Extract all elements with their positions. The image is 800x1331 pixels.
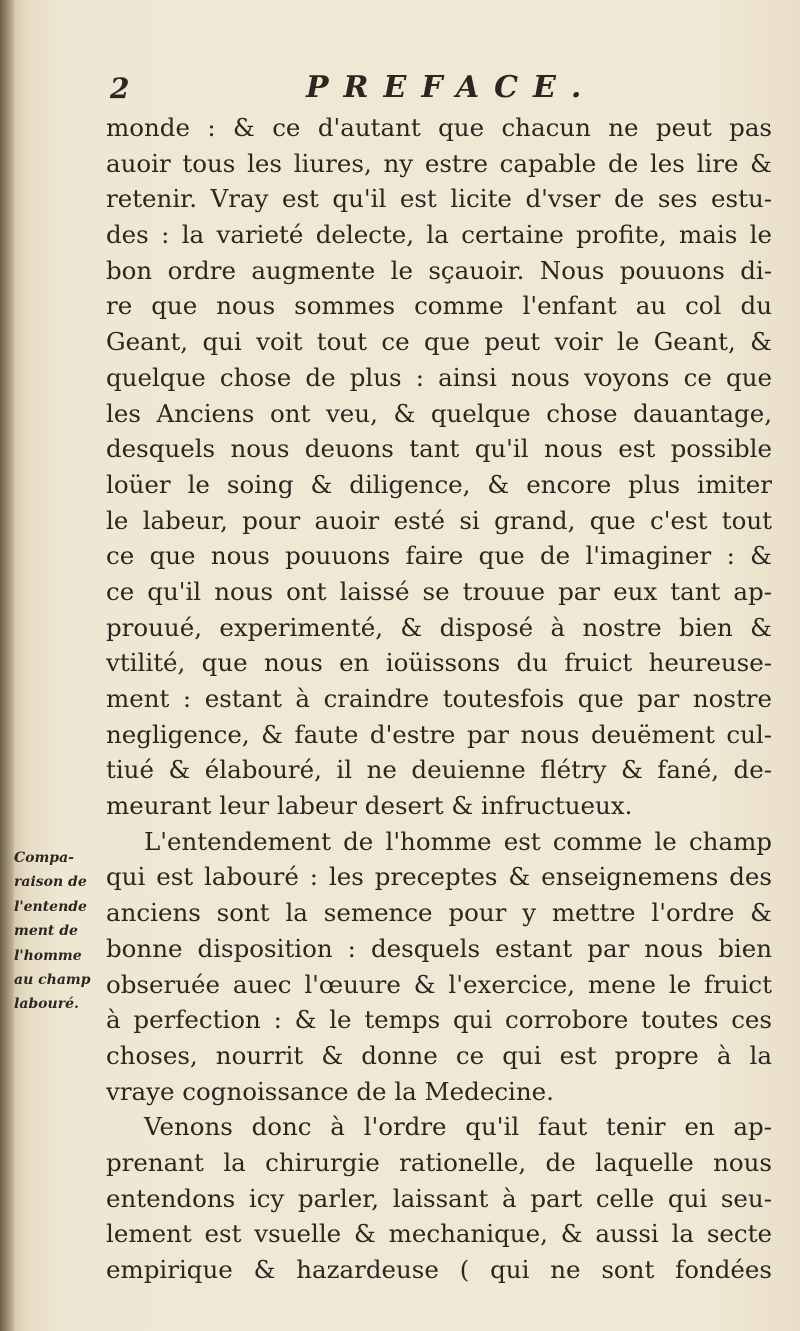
text-line: choses, nourrit & donne ce qui est propre à la: [106, 1040, 772, 1070]
marginal-note: [14, 846, 100, 1017]
marginal-note-line: raison de: [14, 874, 87, 891]
body-text: [106, 110, 772, 1288]
page-header: [108, 68, 768, 108]
marginal-note-line: l'homme: [14, 947, 82, 964]
page-number: 2: [110, 72, 130, 105]
text-line: ment : estant à craindre toutesfois que par nostre: [106, 684, 772, 713]
text-line: prouué, experimenté, & disposé à nostre bien &: [106, 612, 772, 642]
marginal-note-line: l'entende: [14, 898, 87, 915]
text-line: bonne disposition : desquels estant par nous bien: [106, 933, 772, 963]
marginal-note-line: au champ: [14, 971, 91, 988]
text-line: les Anciens ont veu, & quelque chose dauantage,: [106, 398, 772, 428]
text-line: tiué & élabouré, il ne deuienne flétry & fané, de-: [106, 755, 772, 785]
text-line: le labeur, pour auoir esté si grand, que c'est tout: [106, 505, 772, 535]
text-line: Geant, qui voit tout ce que peut voir le Geant, &: [106, 327, 772, 357]
text-line: anciens sont la semence pour y mettre l'ordre &: [106, 898, 772, 928]
text-line: ce qu'il nous ont laissé se trouue par eux tant ap-: [106, 576, 772, 606]
text-line: qui est labouré : les preceptes & enseignemens des: [106, 862, 772, 892]
text-line: desquels nous deuons tant qu'il nous est possible: [106, 434, 772, 464]
text-line: negligence, & faute d'estre par nous deuëment cul-: [106, 719, 772, 749]
marginal-note-line: Compa-: [14, 850, 74, 866]
text-line: empirique & hazardeuse ( qui ne sont fondées: [106, 1255, 772, 1284]
text-line: ce que nous pouuons faire que de l'imaginer : &: [106, 541, 772, 571]
text-line: bon ordre augmente le sçauoir. Nous pouuons di-: [106, 255, 772, 285]
text-line: quelque chose de plus : ainsi nous voyons ce que: [106, 362, 772, 392]
text-line: des : la varieté delecte, la certaine profite, mais le: [106, 220, 772, 250]
text-line: obseruée auec l'œuure & l'exercice, mene le fruict: [106, 969, 772, 999]
text-line: retenir. Vray est qu'il est licite d'vser de ses estu-: [106, 184, 772, 214]
text-line: L'entendement de l'homme est comme le champ: [144, 826, 772, 856]
text-line: Venons donc à l'ordre qu'il faut tenir en ap-: [144, 1112, 772, 1142]
text-line: vtilité, que nous en ioüissons du fruict heureuse-: [106, 648, 772, 678]
text-line: vraye cognoissance de la Medecine.: [106, 1076, 554, 1106]
text-line: monde : & ce d'autant que chacun ne peut pas: [106, 113, 772, 142]
book-spine-shadow: [0, 0, 14, 1331]
text-line: loüer le soing & diligence, & encore plus imiter: [106, 469, 772, 499]
text-line: meurant leur labeur desert & infructueux.: [106, 791, 633, 821]
text-line: lement est vsuelle & mechanique, & aussi la secte: [106, 1219, 772, 1249]
marginal-note-line: labouré.: [14, 996, 79, 1013]
marginal-note-line: ment de: [14, 923, 78, 940]
text-line: entendons icy parler, laissant à part celle qui seu-: [106, 1183, 772, 1213]
running-title: PREFACE.: [306, 70, 597, 105]
text-line: à perfection : & le temps qui corrobore toutes ces: [106, 1005, 772, 1035]
text-line: auoir tous les liures, ny estre capable de les lire &: [106, 148, 772, 178]
text-line: prenant la chirurgie rationelle, de laquelle nous: [106, 1147, 772, 1177]
text-line: re que nous sommes comme l'enfant au col du: [106, 291, 772, 321]
